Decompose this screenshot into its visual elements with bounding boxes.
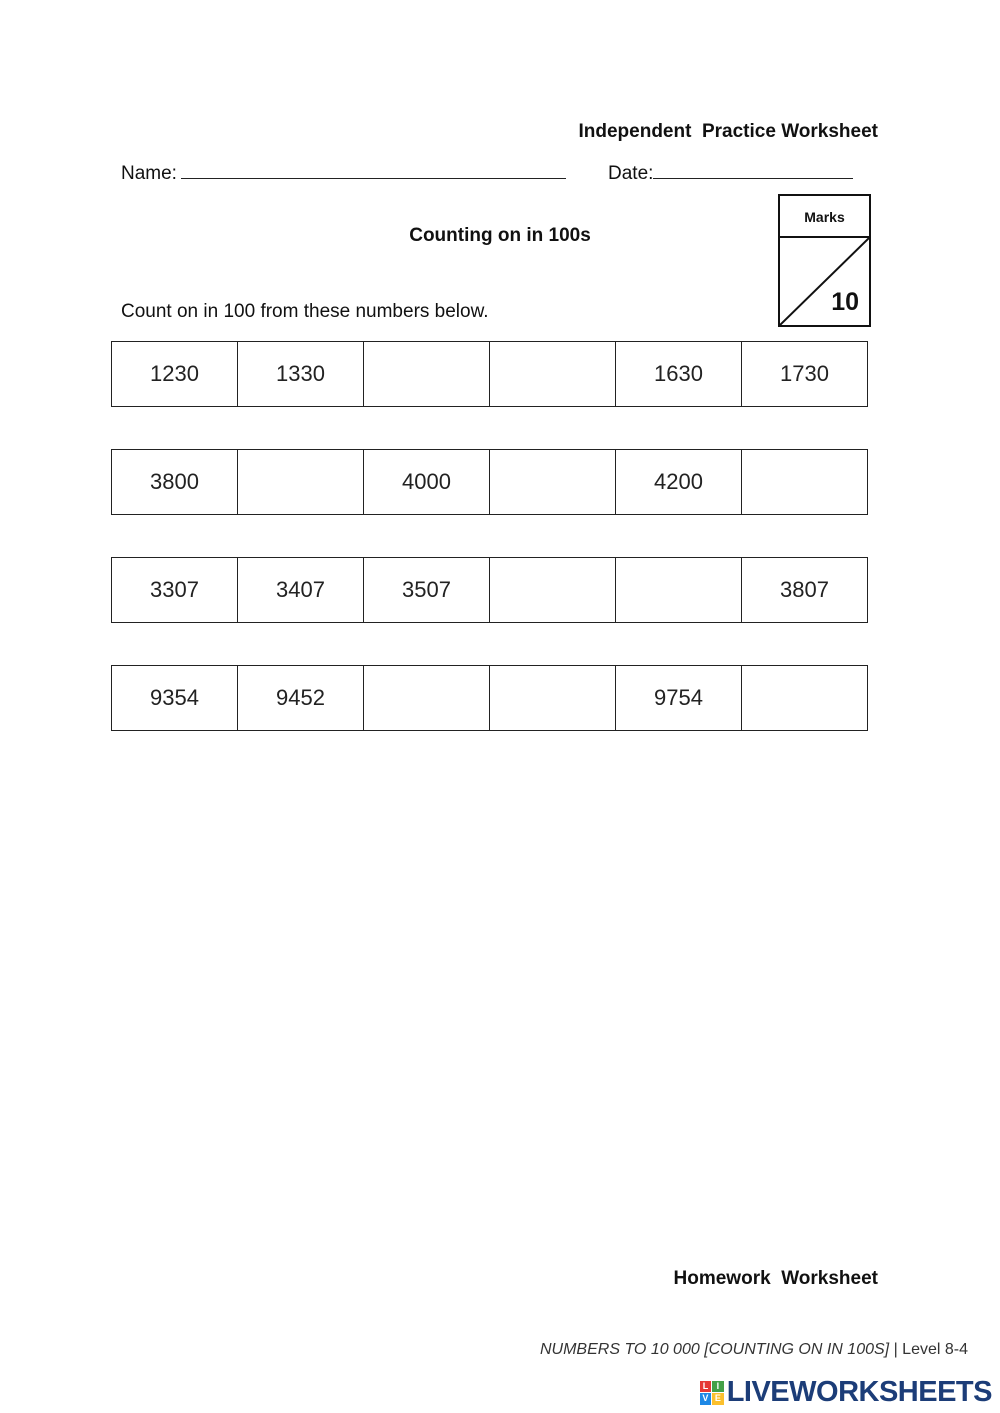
footer [540, 1341, 968, 1359]
number-cell: 4000 [364, 450, 490, 514]
answer-cell-blank[interactable] [490, 666, 616, 730]
marks-box [778, 194, 871, 327]
worksheet-subtitle: Counting on in 100s [409, 225, 591, 246]
answer-cell-blank[interactable] [238, 450, 364, 514]
number-row [111, 449, 868, 515]
brand-name: LIVEWORKSHEETS [726, 1376, 992, 1408]
brand [700, 1376, 992, 1409]
name-field[interactable] [181, 160, 566, 179]
instruction-text: Count on in 100 from these numbers below. [121, 301, 489, 322]
number-cell: 1330 [238, 342, 364, 406]
brand-logo-letter: I [712, 1381, 724, 1393]
number-cell: 3507 [364, 558, 490, 622]
answer-cell-blank[interactable] [742, 450, 867, 514]
answer-cell-blank[interactable] [742, 666, 867, 730]
number-cell: 9452 [238, 666, 364, 730]
brand-logo-letter: V [700, 1393, 712, 1405]
brand-logo-icon [700, 1381, 724, 1405]
number-cell: 3407 [238, 558, 364, 622]
answer-cell-blank[interactable] [490, 558, 616, 622]
name-label: Name: [121, 163, 177, 184]
name-row [121, 160, 566, 185]
number-cell: 3807 [780, 577, 829, 602]
answer-cell-blank[interactable] [490, 450, 616, 514]
number-cell: 3800 [112, 450, 238, 514]
answer-cell-blank[interactable] [490, 342, 616, 406]
number-cell: 4200 [616, 450, 742, 514]
footer-separator: | [889, 1341, 903, 1358]
footer-level: Level 8-4 [902, 1341, 968, 1358]
answer-cell-blank[interactable] [616, 558, 742, 622]
answer-cell-blank[interactable] [364, 342, 490, 406]
marks-total: 10 [831, 288, 859, 316]
date-field[interactable] [653, 160, 853, 179]
footer-topic: NUMBERS TO 10 000 [COUNTING ON IN 100S] [539, 1341, 890, 1358]
date-row [608, 160, 853, 185]
date-label: Date: [608, 163, 654, 184]
number-cell: 1230 [112, 342, 238, 406]
number-row [111, 665, 868, 731]
answer-cell-blank[interactable] [364, 666, 490, 730]
number-row [111, 341, 868, 407]
marks-score-area[interactable] [780, 238, 869, 325]
number-row [111, 557, 868, 623]
brand-logo-letter: L [700, 1381, 712, 1393]
brand-logo-letter: E [712, 1393, 724, 1405]
homework-title: Homework Worksheet [673, 1268, 878, 1289]
number-cell: 1730 [780, 361, 829, 386]
worksheet-title: Independent Practice Worksheet [578, 121, 878, 142]
number-cell: 9754 [616, 666, 742, 730]
number-cell: 3307 [112, 558, 238, 622]
number-cell: 9354 [112, 666, 238, 730]
marks-label: Marks [780, 196, 869, 238]
number-cell: 1630 [616, 342, 742, 406]
